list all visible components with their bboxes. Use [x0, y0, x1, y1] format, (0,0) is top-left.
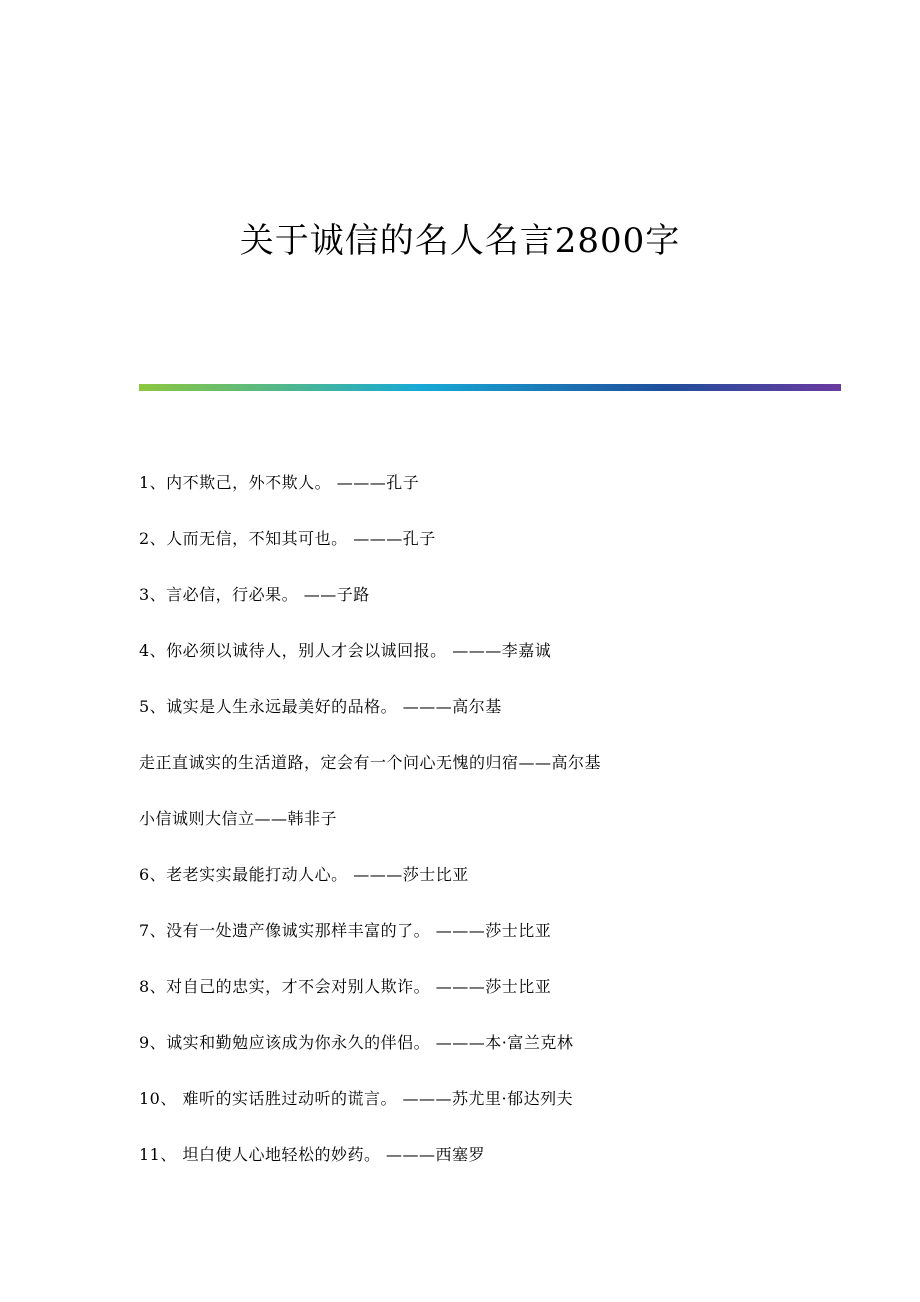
quote-line: 走正直诚实的生活道路，定会有一个问心无愧的归宿——高尔基 [139, 753, 602, 772]
quote-list [139, 463, 841, 1191]
quote-line: 11、 坦白使人心地轻松的妙药。 ———西塞罗 [139, 1145, 486, 1164]
title-divider [139, 384, 841, 391]
document-title: 关于诚信的名人名言2800字 [239, 221, 681, 261]
quote-line: 2、人而无信，不知其可也。 ———孔子 [139, 529, 436, 548]
quote-line: 7、没有一处遗产像诚实那样丰富的了。 ———莎士比亚 [139, 921, 552, 940]
quote-line: 3、言必信，行必果。 ——子路 [139, 585, 370, 604]
quote-line: 8、对自己的忠实，才不会对别人欺诈。 ———莎士比亚 [139, 977, 552, 996]
quote-line: 9、诚实和勤勉应该成为你永久的伴侣。 ———本·富兰克林 [139, 1033, 574, 1052]
quote-line: 1、内不欺己，外不欺人。 ———孔子 [139, 473, 420, 492]
quote-line: 小信诚则大信立——韩非子 [139, 809, 338, 828]
quote-line: 10、 难听的实话胜过动听的谎言。 ———苏尤里·郁达列夫 [139, 1089, 574, 1108]
quote-line: 6、老老实实最能打动人心。 ———莎士比亚 [139, 865, 469, 884]
quote-line: 4、你必须以诚待人，别人才会以诚回报。 ———李嘉诚 [139, 641, 552, 660]
quote-line: 5、诚实是人生永远最美好的品格。 ———高尔基 [139, 697, 502, 716]
